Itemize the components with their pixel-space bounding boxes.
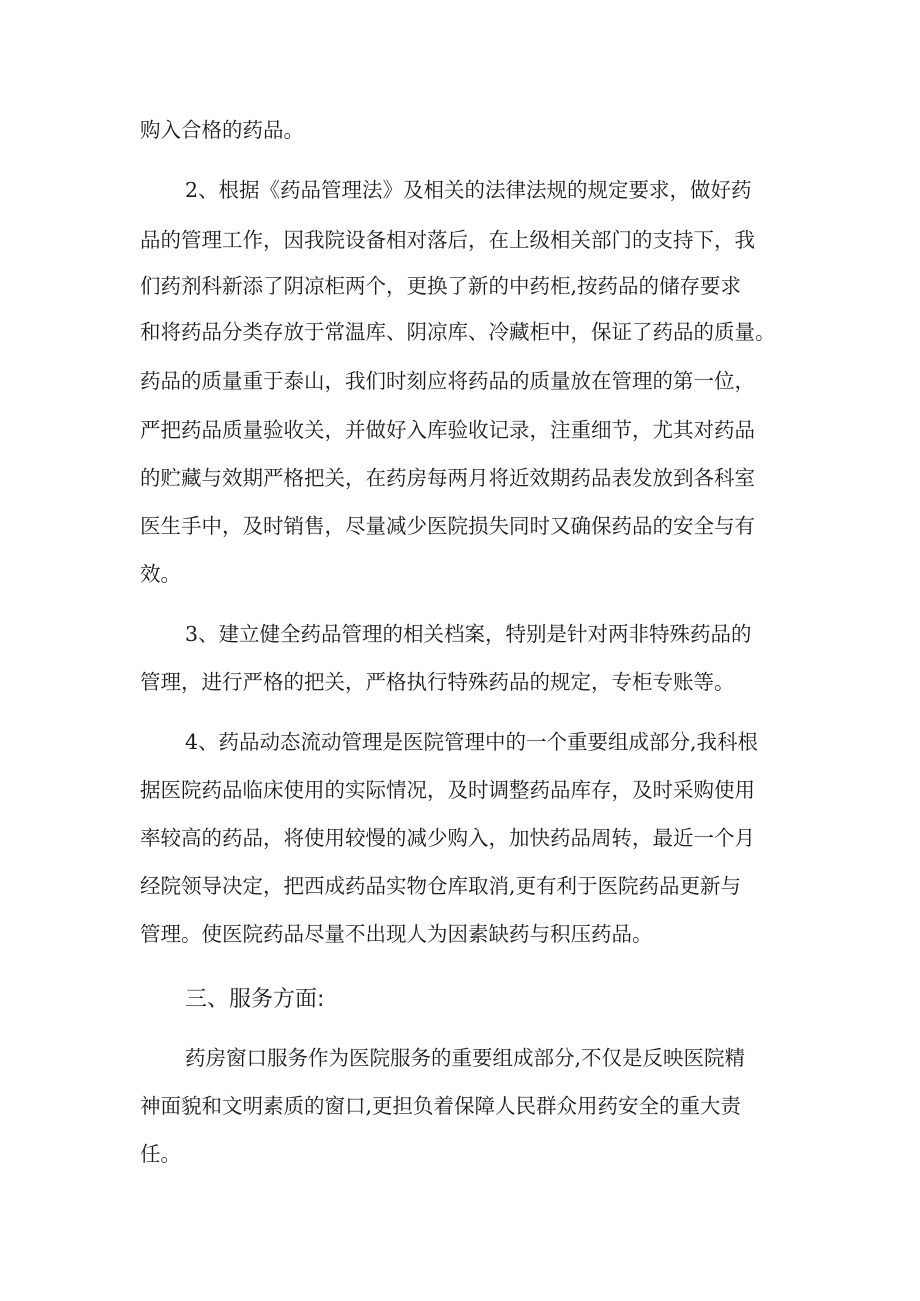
para2-line-1: 2、根据《药品管理法》及相关的法律法规的规定要求，做好药 xyxy=(185,178,752,202)
para3-line-1: 3、建立健全药品管理的相关档案，特别是针对两非特殊药品的 xyxy=(185,622,752,646)
para2-line-7: 的贮藏与效期严格把关，在药房每两月将近效期药品表发放到各科室 xyxy=(140,466,755,490)
para2-line-2: 品的管理工作，因我院设备相对落后，在上级相关部门的支持下，我 xyxy=(140,228,755,252)
para5-line-2: 神面貌和文明素质的窗口,更担负着保障人民群众用药安全的重大责 xyxy=(140,1094,742,1118)
para5-line-3: 任。 xyxy=(140,1142,181,1166)
para2-line-4: 和将药品分类存放于常温库、阴凉库、冷藏柜中，保证了药品的质量。 xyxy=(140,320,776,344)
para4-line-3: 率较高的药品，将使用较慢的减少购入，加快药品周转，最近一个月 xyxy=(140,826,755,850)
para2-line-3: 们药剂科新添了阴凉柜两个，更换了新的中药柜,按药品的储存要求 xyxy=(140,274,742,298)
para2-line-8: 医生手中，及时销售，尽量减少医院损失同时又确保药品的安全与有 xyxy=(140,514,755,538)
para2-line-6: 严把药品质量验收关，并做好入库验收记录，注重细节，尤其对药品 xyxy=(140,418,755,442)
para3-line-2: 管理，进行严格的把关，严格执行特殊药品的规定，专柜专账等。 xyxy=(140,670,735,694)
para1-line-1: 购入合格的药品。 xyxy=(140,118,304,142)
para2-line-5: 药品的质量重于泰山，我们时刻应将药品的质量放在管理的第一位， xyxy=(140,369,755,393)
para4-line-4: 经院领导决定，把西成药品实物仓库取消,更有利于医院药品更新与 xyxy=(140,874,742,898)
para5-line-1: 药房窗口服务作为医院服务的重要组成部分,不仅是反映医院精 xyxy=(185,1046,746,1070)
para4-line-2: 据医院药品临床使用的实际情况，及时调整药品库存，及时采购使用 xyxy=(140,778,755,802)
para2-line-9: 效。 xyxy=(140,562,181,586)
para4-line-1: 4、药品动态流动管理是医院管理中的一个重要组成部分,我科根 xyxy=(185,730,759,754)
section-heading: 三、服务方面: xyxy=(185,987,325,1012)
para4-line-5: 管理。使医院药品尽量不出现人为因素缺药与积压药品。 xyxy=(140,922,653,946)
